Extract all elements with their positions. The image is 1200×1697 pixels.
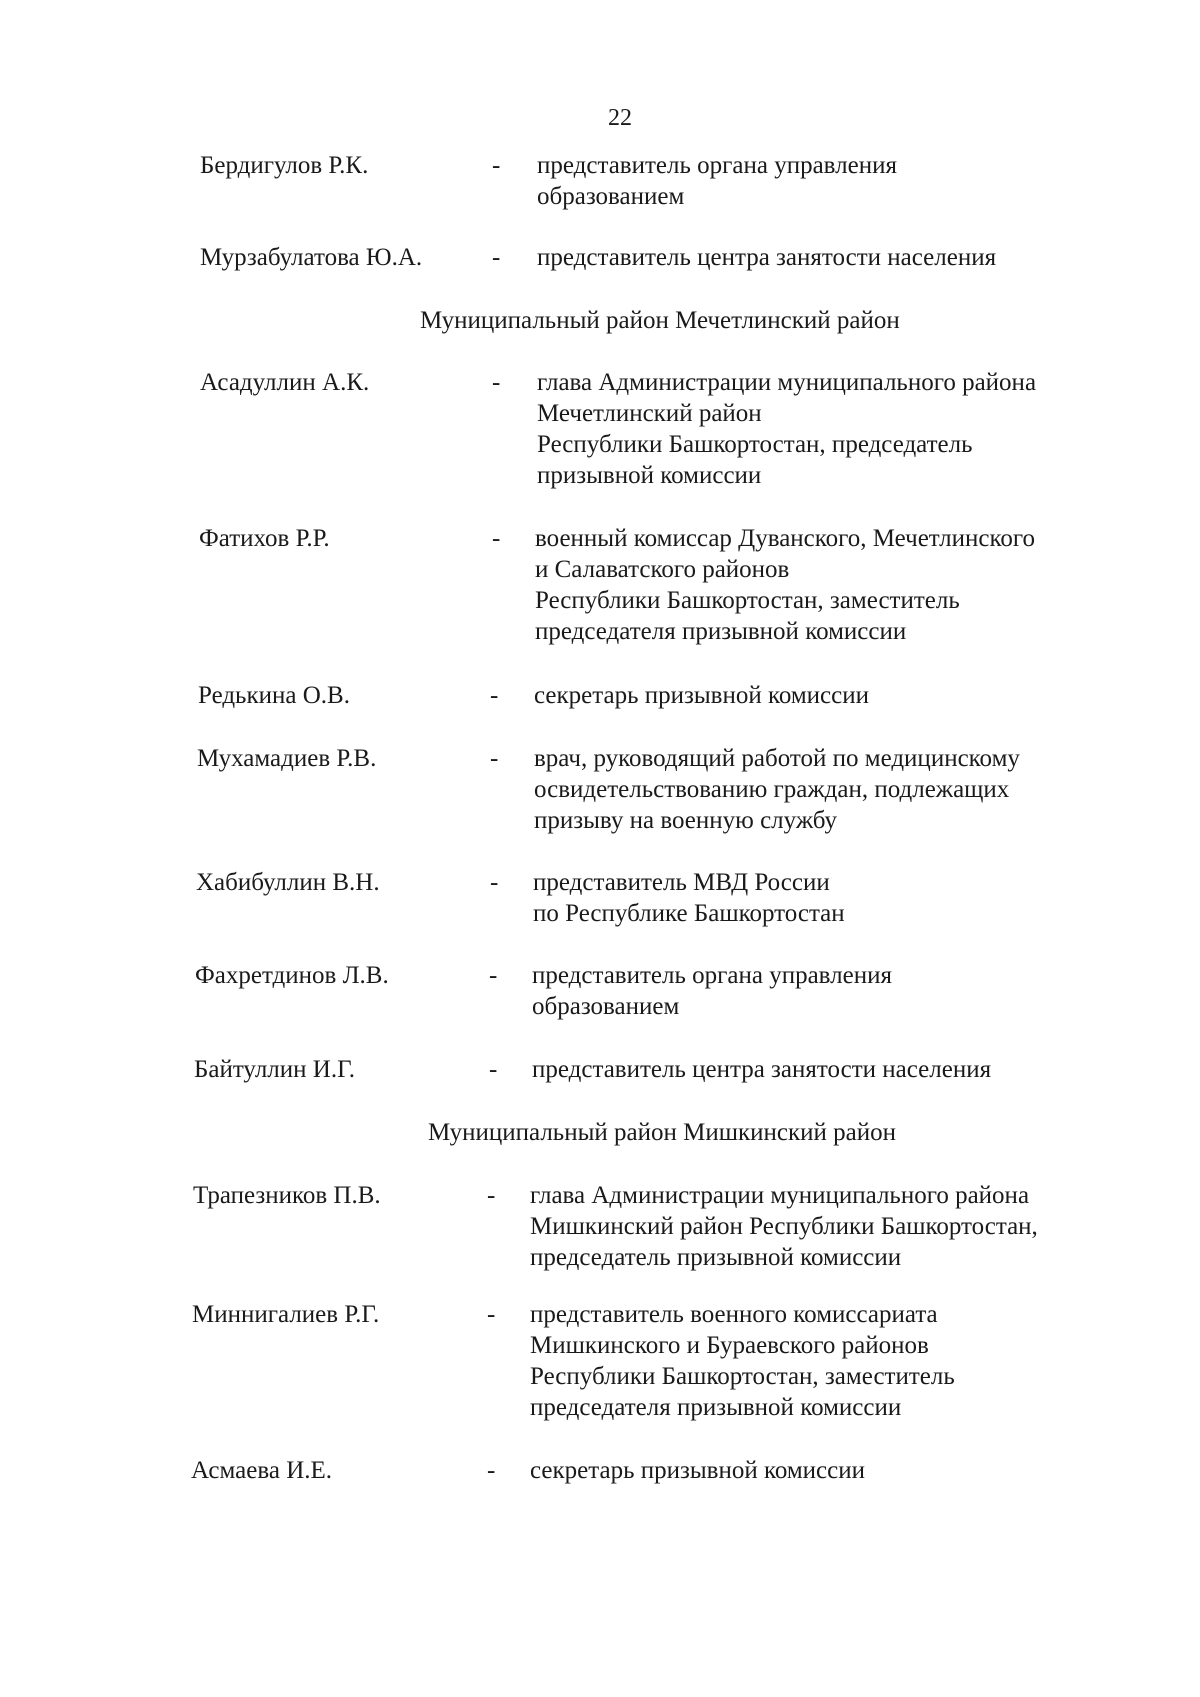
member-role (530, 1299, 1130, 1423)
role-line: военный комиссар Дуванского, Мечетлинского (535, 525, 1035, 552)
role-line: и Салаватского районов (535, 556, 790, 583)
role-line: представитель центра занятости населения (532, 1056, 992, 1083)
member-name: Трапезников П.В. (193, 1182, 381, 1209)
role-line: Мишкинского и Бураевского районов (530, 1332, 929, 1359)
member-name: Фатихов Р.Р. (199, 525, 330, 552)
member-name: Асмаева И.Е. (191, 1457, 333, 1484)
section-heading: Муниципальный район Мишкинский район (428, 1119, 896, 1146)
role-line: призывной комиссии (537, 462, 762, 489)
separator-dash: - (487, 1182, 496, 1209)
member-role (530, 1455, 1130, 1486)
member-role (537, 150, 1137, 212)
role-line: врач, руководящий работой по медицинскому (534, 745, 1020, 772)
member-name: Фахретдинов Л.В. (195, 962, 389, 989)
member-role (532, 1054, 1132, 1085)
role-line: председатель призывной комиссии (530, 1244, 902, 1271)
separator-dash: - (490, 682, 499, 709)
separator-dash: - (492, 369, 501, 396)
separator-dash: - (489, 1056, 498, 1083)
section-heading: Муниципальный район Мечетлинский район (420, 307, 900, 334)
role-line: призыву на военную службу (534, 807, 838, 834)
separator-dash: - (489, 962, 498, 989)
separator-dash: - (487, 1457, 496, 1484)
role-line: Мишкинский район Республики Башкортостан, (530, 1213, 1038, 1240)
role-line: образованием (532, 993, 680, 1020)
role-line: Республики Башкортостан, заместитель (530, 1363, 955, 1390)
separator-dash: - (490, 745, 499, 772)
role-line: образованием (537, 183, 685, 210)
role-line: председателя призывной комиссии (535, 618, 907, 645)
member-role (534, 743, 1134, 836)
role-line: представитель военного комиссариата (530, 1301, 938, 1328)
separator-dash: - (492, 152, 501, 179)
member-name: Мурзабулатова Ю.А. (200, 244, 423, 271)
role-line: представитель органа управления (532, 962, 892, 989)
role-line: Республики Башкортостан, председатель (537, 431, 973, 458)
member-role (535, 523, 1135, 647)
separator-dash: - (490, 869, 499, 896)
member-role (534, 680, 1134, 711)
separator-dash: - (487, 1301, 496, 1328)
member-name: Байтуллин И.Г. (194, 1056, 355, 1083)
role-line: представитель МВД России (533, 869, 830, 896)
role-line: секретарь призывной комиссии (530, 1457, 866, 1484)
role-line: глава Администрации муниципального района (530, 1182, 1030, 1209)
member-role (532, 960, 1132, 1022)
member-role (533, 867, 1133, 929)
role-line: представитель органа управления (537, 152, 897, 179)
role-line: представитель центра занятости населения (537, 244, 997, 271)
page-number: 22 (608, 105, 632, 131)
separator-dash: - (492, 525, 501, 552)
member-role (537, 242, 1137, 273)
role-line: председателя призывной комиссии (530, 1394, 902, 1421)
member-role (537, 367, 1137, 491)
separator-dash: - (492, 244, 501, 271)
role-line: секретарь призывной комиссии (534, 682, 870, 709)
role-line: глава Администрации муниципального района (537, 369, 1037, 396)
member-role (530, 1180, 1130, 1273)
role-line: по Республике Башкортостан (533, 900, 845, 927)
member-name: Асадуллин А.К. (200, 369, 370, 396)
member-name: Бердигулов Р.К. (200, 152, 369, 179)
member-name: Мухамадиев Р.В. (197, 745, 377, 772)
role-line: освидетельствованию граждан, подлежащих (534, 776, 1010, 803)
member-name: Хабибуллин В.Н. (196, 869, 380, 896)
role-line: Республики Башкортостан, заместитель (535, 587, 960, 614)
role-line: Мечетлинский район (537, 400, 762, 427)
member-name: Редькина О.В. (198, 682, 350, 709)
member-name: Миннигалиев Р.Г. (192, 1301, 380, 1328)
